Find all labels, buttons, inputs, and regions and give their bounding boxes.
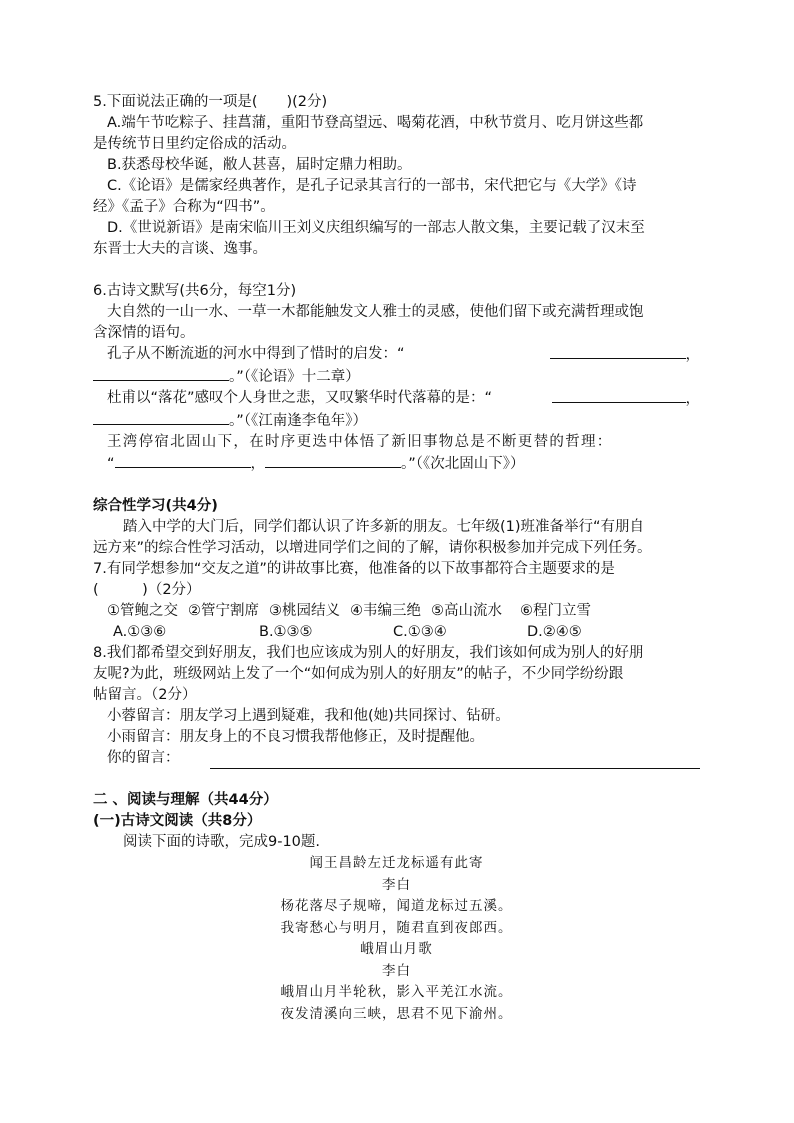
q6-prompt3-source: 。”（《次北固山下》） [401,456,525,472]
q8-your-message [93,748,700,769]
q6-prompt2-source: 。”（《江南逢李龟年》） [229,413,368,429]
q7-story-4: ④韦编三绝 [350,603,421,619]
q8-message-blank[interactable] [210,752,701,769]
comp-intro-line2: 远方来”的综合性学习活动，以增进同学们之间的了解，请你积极参加并完成下列任务。 [93,540,652,556]
poem2-line2: 夜发清溪向三峡，思君不见下渝州。 [280,1005,513,1022]
q6-intro-line1: 大自然的一山一水、一草一木都能触发文人雅士的灵感，使他们留下或充满哲理或饱 [107,304,644,320]
q6-prompt2-line2 [93,410,700,432]
q6-stem: 6.古诗文默写(共6分，每空1分) [93,283,297,299]
q5-option-a-line2: 是传统节日里约定俗成的活动。 [93,136,296,152]
q5-option-d-line2: 东晋士大夫的言谈、逸事。 [93,241,267,257]
q6-prompt1-line1: 孔子从不断流逝的河水中得到了惜时的启发：“ ， [93,344,700,366]
q6-prompt1-source: 。”（《论语》十二章） [229,369,360,385]
q6-blank-1[interactable] [550,344,686,359]
q6-intro-line2: 含深情的语句。 [93,325,195,341]
q8-stem-line2: 友呢?为此，班级网站上发了一个“如何成为别人的好朋友”的帖子，不少同学纷纷跟 [93,666,624,682]
poem1-title: 闻王昌龄左迁龙标遥有此寄 [309,855,484,871]
q6-blank-3[interactable] [552,388,686,403]
q5-option-c-line1: C.《论语》是儒家经典著作，是孔子记录其言行的一部书，宋代把它与《大学》《诗 [107,178,637,194]
q7-answer-options [93,622,700,643]
poem2-author: 李白 [382,962,411,979]
q7-story-list [93,601,700,622]
q6-prompt2-line1: 杜甫以“落花”感叹个人身世之悲，又叹繁华时代落幕的是：“ ， [93,388,700,410]
poem-block [93,853,700,1025]
q7-answer-b[interactable]: B.①③⑤ [259,624,313,640]
poem1-line1: 杨花落尽子规啼，闻道龙标过五溪。 [280,898,513,914]
q5-option-c-line2: 经》《孟子》合称为“四书”。 [93,199,275,215]
q6-prompt3-line1: 王湾停宿北固山下，在时序更迭中体悟了新旧事物总是不断更替的哲理： [107,434,613,450]
q8-your-message-label: 你的留言： [107,750,180,766]
q7-answer-c[interactable]: C.①③④ [393,624,447,640]
q8-stem-line1: 8.我们都希望交到好朋友，我们也应该成为别人的好朋友，我们该如何成为别人的好朋 [93,645,644,661]
q6-blank-4[interactable] [93,410,229,425]
q7-stem-line1: 7.有同学想参加“交友之道”的讲故事比赛，他准备的以下故事都符合主题要求的是 [93,561,615,577]
q6-blank-5[interactable] [115,453,251,468]
q8-message-xiaorong: 小蓉留言：朋友学习上遇到疑难，我和他(她)共同探讨、钻研。 [107,708,510,724]
q7-story-5: ⑤高山流水 [431,603,502,619]
poem1-author: 李白 [382,876,411,893]
q5-option-d-line1: D.《世说新语》是南宋临川王刘义庆组织编写的一部志人散文集，主要记载了汉末至 [107,220,645,236]
q7-stem-line2: ( )（2分） [93,582,201,598]
q8-message-xiaoyu: 小雨留言：朋友身上的不良习惯我帮他修正，及时提醒他。 [107,729,484,745]
q6-blank-6[interactable] [265,453,401,468]
q6-prompt1-text: 孔子从不断流逝的河水中得到了惜时的启发：“ [107,346,405,362]
poem2-title: 峨眉山月歌 [360,941,433,957]
q5-stem: 5.下面说法正确的一项是( )(2分) [93,94,328,110]
reading-instruction: 阅读下面的诗歌，完成9-10题. [123,834,321,850]
q6-blank-2[interactable] [93,366,229,381]
q7-answer-a[interactable]: A.①③⑥ [113,624,167,640]
q5-option-b: B.获悉母校华诞，敝人甚喜，届时定鼎力相助。 [107,157,412,173]
q5-option-a-line1: A.端午节吃粽子、挂菖蒲，重阳节登高望远、喝菊花酒，中秋节赏月、吃月饼这些都 [107,115,644,131]
poem1-line2: 我寄愁心与明月，随君直到夜郎西。 [280,919,513,936]
poem2-line1: 峨眉山月半轮秋，影入平羌江水流。 [280,984,513,1000]
q7-story-2: ②管宁割席 [188,603,259,619]
exam-page [93,92,700,1025]
q7-story-3: ③桃园结义 [269,603,340,619]
q8-stem-line3: 帖留言。（2分） [93,687,197,703]
comp-intro-line1: 踏入中学的大门后，同学们都认识了许多新的朋友。七年级(1)班准备举行“有朋自 [123,519,645,535]
q7-answer-d[interactable]: D.②④⑤ [527,624,582,640]
reading-subheading: (一)古诗文阅读（共8分） [93,813,262,829]
q6-prompt1-line2 [93,366,700,388]
q7-story-6: ⑥程门立雪 [520,603,591,619]
q7-story-1: ①管鲍之交 [107,603,178,619]
reading-heading: 二 、阅读与理解（共44分） [93,792,278,808]
comp-heading: 综合性学习(共4分) [93,498,218,514]
q6-prompt2-text: 杜甫以“落花”感叹个人身世之悲，又叹繁华时代落幕的是：“ [107,390,493,406]
q6-prompt3-line2: “ ， 。”（《次北固山下》） [93,453,700,475]
